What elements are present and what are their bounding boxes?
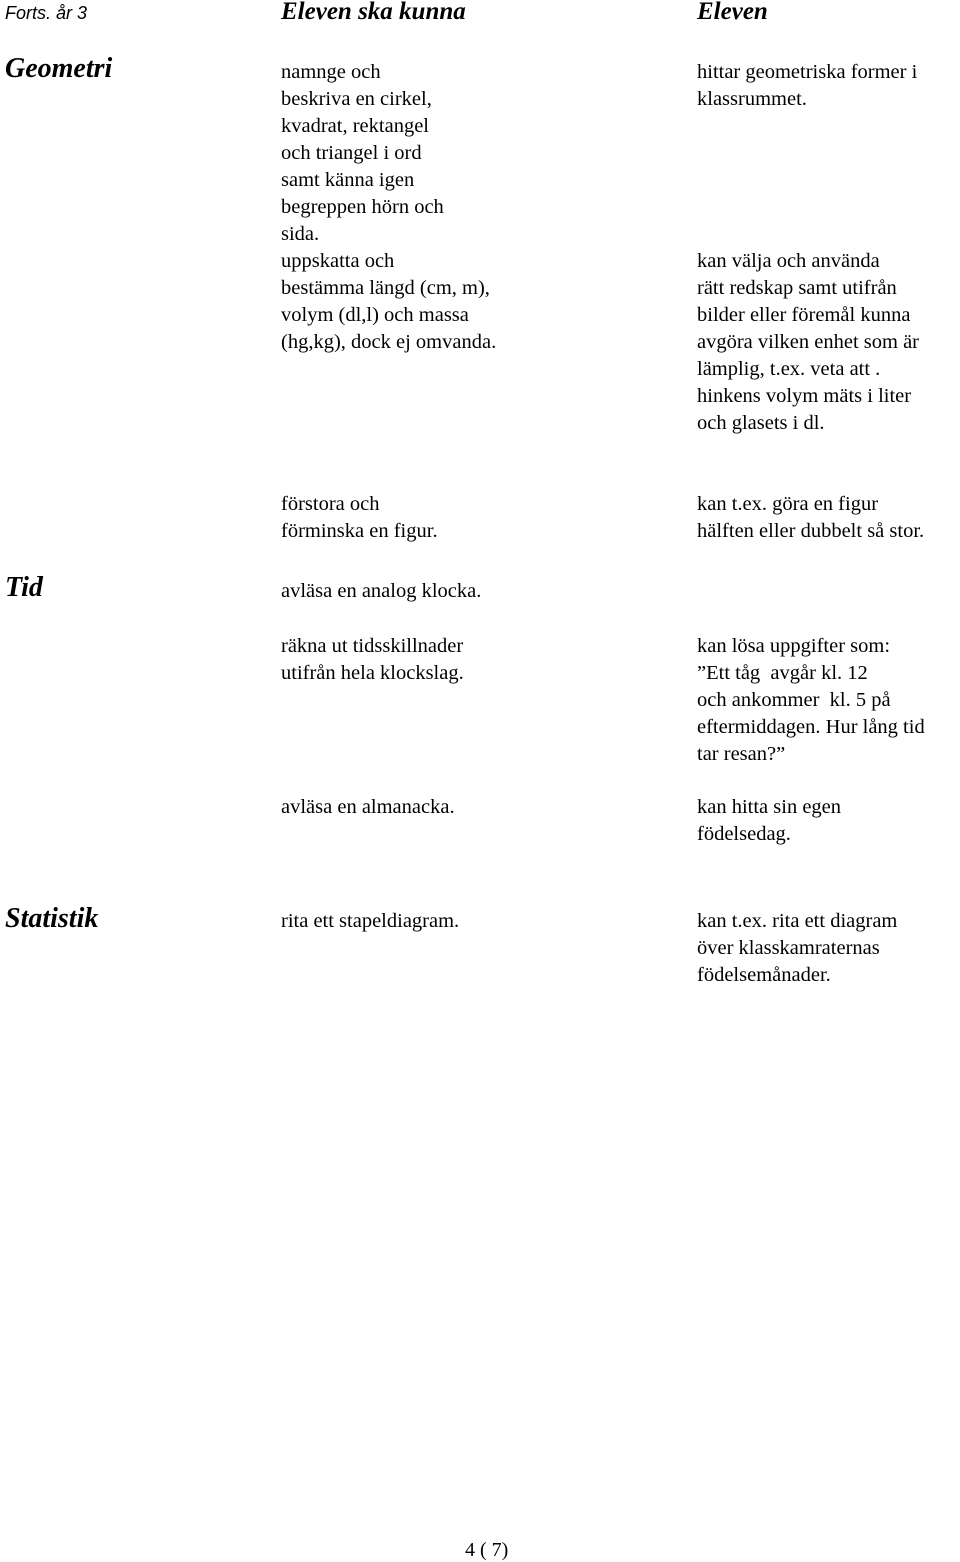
header-student: Eleven: [697, 0, 768, 25]
subject-tid: Tid: [5, 572, 43, 603]
header-learning-goals: Eleven ska kunna: [281, 0, 466, 25]
goal-geometri-measure: uppskatta och bestämma längd (cm, m), volym (dl,l) och massa (hg,kg), dock ej omvanda.: [281, 250, 497, 353]
student-geometri-shapes: hittar geometriska former i klassrummet.: [697, 61, 918, 110]
goal-tid-time-difference: räkna ut tidsskillnader utifrån hela klockslag.: [281, 635, 464, 684]
subject-statistik: Statistik: [5, 903, 99, 934]
goal-geometri-shapes: namnge och beskriva en cirkel, kvadrat, rektangel och triangel i ord samt känna igen begreppen hörn och sida.: [281, 61, 444, 245]
header-year-label: Forts. år 3: [5, 3, 88, 23]
page-number: 4 ( 7): [465, 1539, 509, 1561]
student-geometri-scale: kan t.ex. göra en figur hälften eller dubbelt så stor.: [697, 493, 925, 542]
goal-tid-calendar: avläsa en almanacka.: [281, 796, 455, 818]
goal-tid-analog-clock: avläsa en analog klocka.: [281, 580, 482, 602]
student-tid-time-difference: kan lösa uppgifter som: ”Ett tåg avgår kl. 12 och ankommer kl. 5 på eftermiddagen. Hur lång tid tar resan?”: [697, 635, 925, 765]
goal-geometri-scale: förstora och förminska en figur.: [281, 493, 438, 542]
goal-statistik-bar-chart: rita ett stapeldiagram.: [281, 910, 460, 932]
student-tid-calendar: kan hitta sin egen födelsedag.: [697, 796, 842, 845]
student-statistik-bar-chart: kan t.ex. rita ett diagram över klasskamraternas födelsemånader.: [697, 910, 898, 986]
student-geometri-measure: kan välja och använda rätt redskap samt utifrån bilder eller föremål kunna avgöra vilken enhet som är lämplig, t.ex. veta att . hinkens volym mäts i liter och glasets i dl.: [697, 250, 920, 434]
subject-geometri: Geometri: [5, 53, 113, 84]
